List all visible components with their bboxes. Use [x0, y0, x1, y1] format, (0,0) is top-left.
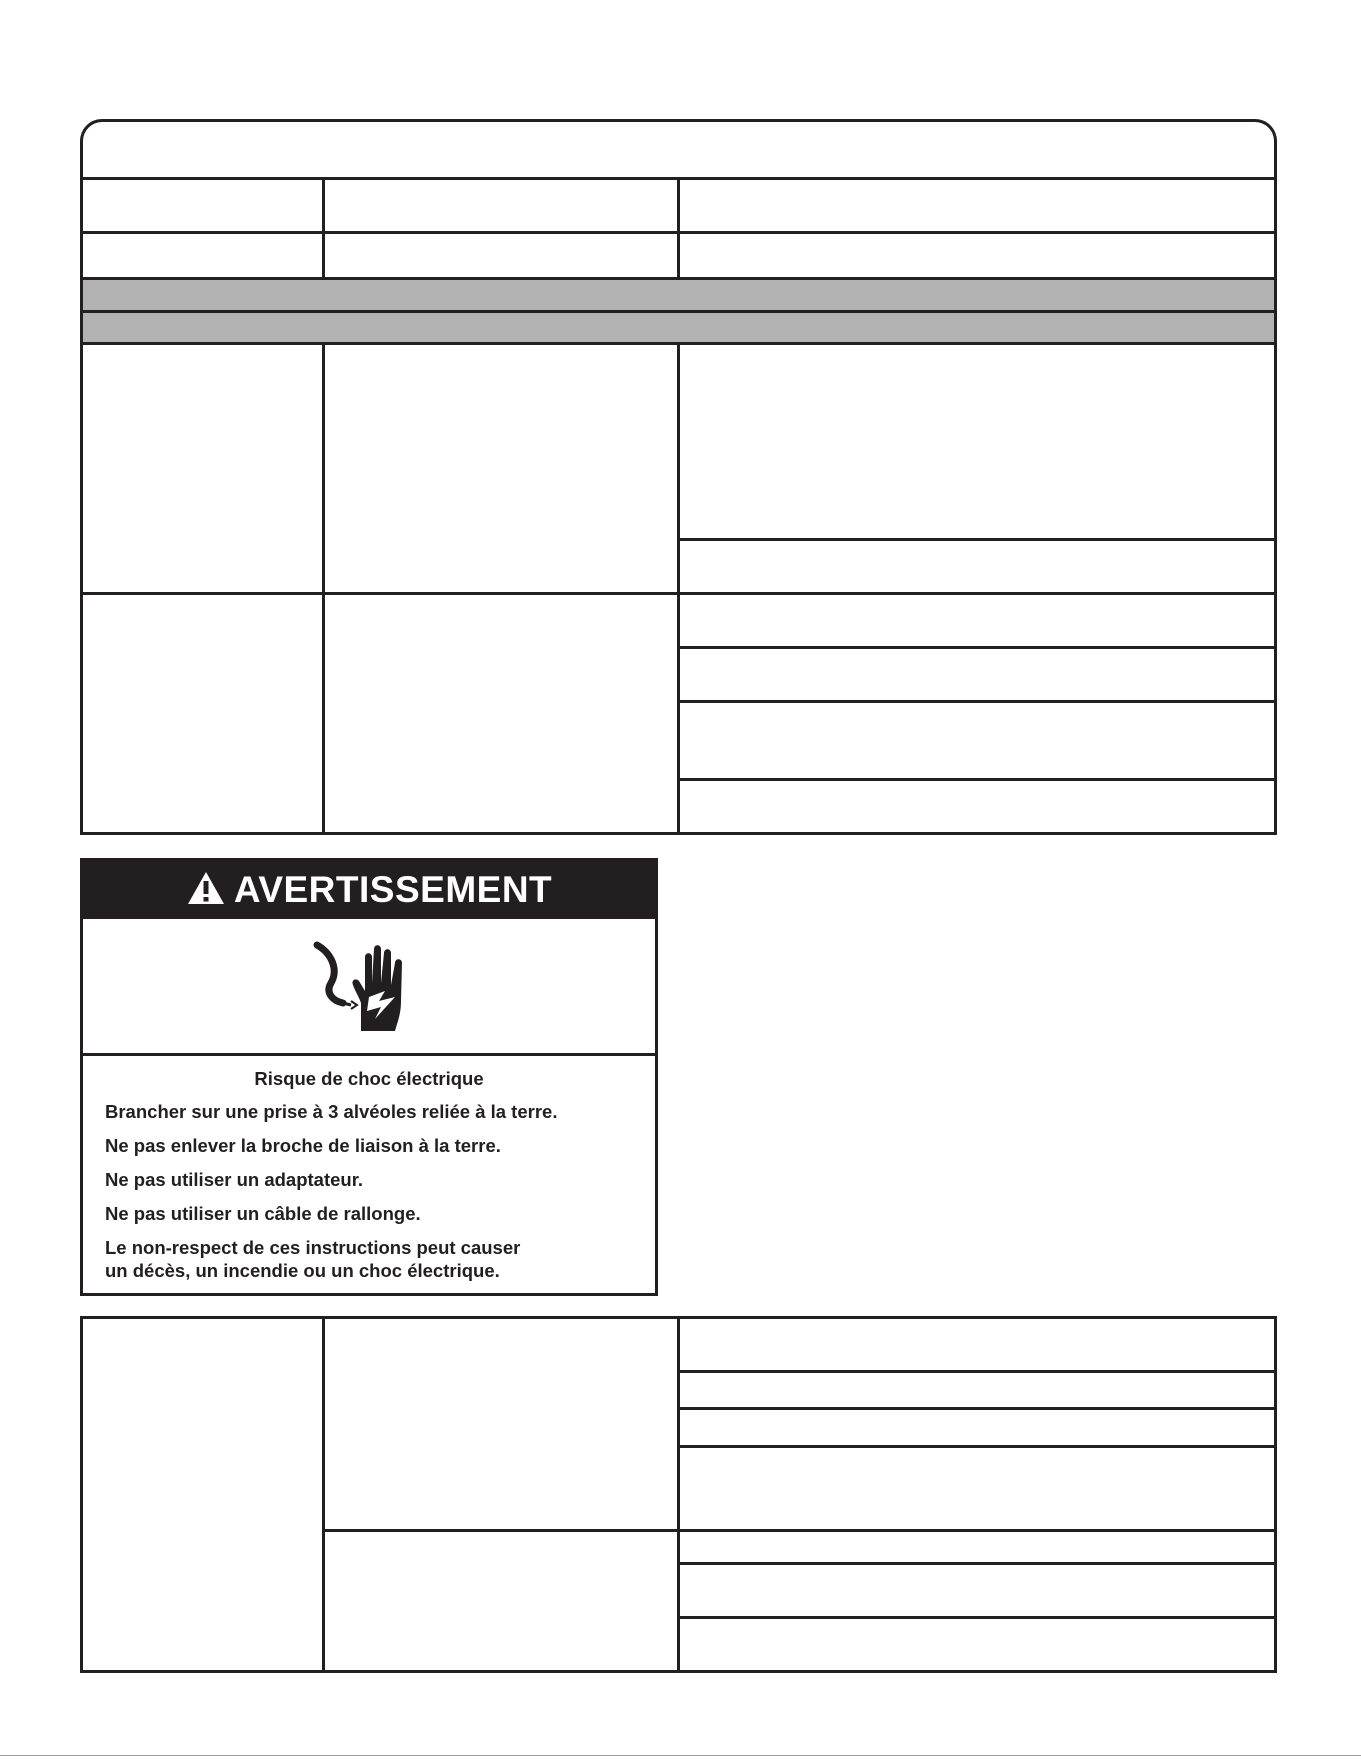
table-rule [680, 538, 1277, 541]
table-rule-vertical [322, 1316, 325, 1673]
table-rule [80, 310, 1277, 313]
table-rule [680, 1445, 1277, 1448]
warning-instruction: Ne pas utiliser un adaptateur. [105, 1169, 364, 1190]
table-rule [680, 1562, 1277, 1565]
table-rule-vertical [1274, 177, 1277, 280]
table-rule-vertical [80, 280, 83, 342]
warning-instruction: Le non-respect de ces instructions peut causer [105, 1237, 521, 1258]
table-header-rounded [80, 119, 1277, 179]
table-rule [680, 778, 1277, 781]
table-rule [680, 700, 1277, 703]
page-bottom-rule [0, 1755, 1361, 1756]
table-rule [680, 646, 1277, 649]
warning-instruction: Ne pas utiliser un câble de rallonge. [105, 1203, 421, 1224]
table-rule-vertical [677, 177, 680, 280]
table-rule-vertical [1274, 1316, 1277, 1673]
warning-instruction: Brancher sur une prise à 3 alvéoles reliée à la terre. [105, 1101, 558, 1122]
table-rule-vertical [677, 342, 680, 835]
table-rule-vertical [322, 342, 325, 835]
table-rule [325, 1529, 1277, 1532]
table-rule-vertical [80, 177, 83, 280]
warning-header [83, 861, 655, 919]
warning-heading: Risque de choc électrique [254, 1068, 484, 1089]
table-rule-vertical [80, 1316, 83, 1673]
warning-instruction: Ne pas enlever la broche de liaison à la terre. [105, 1135, 501, 1156]
warning-title: AVERTISSEMENT [233, 869, 553, 910]
table-rule-vertical [80, 342, 83, 835]
electric-shock-hand-icon [309, 939, 421, 1040]
table-rule-vertical [1274, 342, 1277, 835]
table-rule [680, 1370, 1277, 1373]
warning-symbol-area [83, 919, 655, 1056]
table-rule-vertical [322, 177, 325, 280]
warning-triangle-icon [186, 870, 226, 911]
warning-instruction: un décès, un incendie ou un choc électrique. [105, 1260, 500, 1281]
table-rule [680, 1616, 1277, 1619]
warning-box [80, 858, 658, 1296]
table-rule-vertical [677, 1316, 680, 1673]
table-rule-vertical [1274, 280, 1277, 342]
table-rule [680, 1407, 1277, 1410]
